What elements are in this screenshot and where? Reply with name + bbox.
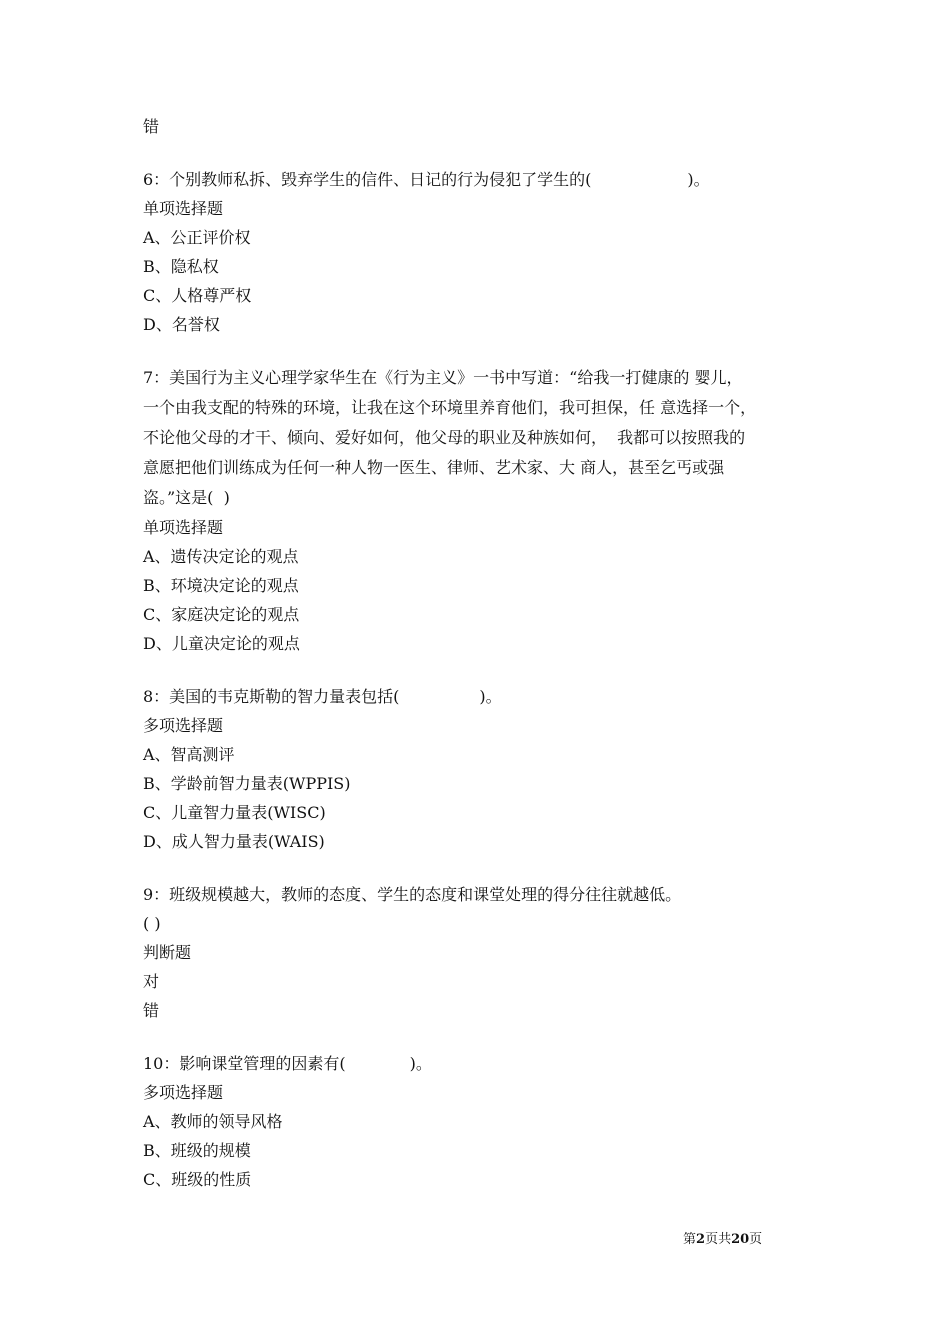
option-b[interactable]: B、学龄前智力量表(WPPIS) — [143, 774, 351, 793]
question-type: 多项选择题 — [143, 1083, 224, 1102]
option-d[interactable]: D、成人智力量表(WAIS) — [143, 832, 325, 851]
document-page — [143, 112, 823, 1194]
option-a[interactable]: A、遗传决定论的观点 — [143, 547, 299, 566]
previous-answer-wrong: 错 — [143, 117, 160, 136]
footer-prefix: 第 — [683, 1232, 697, 1247]
option-b[interactable]: B、环境决定论的观点 — [143, 576, 299, 595]
question-title: 10：影响课堂管理的因素有( )。 — [143, 1054, 432, 1073]
question-title-line-1: 7：美国行为主义心理学家华生在《行为主义》一书中写道：“给我一打健康的 婴儿， — [143, 368, 743, 387]
question-type: 单项选择题 — [143, 199, 224, 218]
question-8 — [143, 682, 823, 856]
question-type: 多项选择题 — [143, 716, 224, 735]
question-7 — [143, 363, 823, 658]
question-title-line-3: 不论他父母的才干、倾向、爱好如何，他父母的职业及种族如何， 我都可以按照我的 — [143, 428, 746, 447]
question-9 — [143, 880, 823, 1025]
question-10 — [143, 1049, 823, 1194]
question-6 — [143, 165, 823, 339]
footer-total-pages: 20 — [731, 1232, 750, 1247]
option-a[interactable]: A、智高测评 — [143, 745, 235, 764]
footer-suffix: 页 — [749, 1232, 763, 1247]
question-title: 6：个别教师私拆、毁弃学生的信件、日记的行为侵犯了学生的( )。 — [143, 170, 710, 189]
option-c[interactable]: C、儿童智力量表(WISC) — [143, 803, 326, 822]
option-a[interactable]: A、教师的领导风格 — [143, 1112, 283, 1131]
question-title-line-4: 意愿把他们训练成为任何一种人物一医生、律师、艺术家、大 商人，甚至乞丐或强 — [143, 458, 725, 477]
option-d[interactable]: D、名誉权 — [143, 315, 220, 334]
option-true[interactable]: 对 — [143, 972, 160, 991]
footer-page-number: 2 — [696, 1232, 706, 1247]
option-c[interactable]: C、人格尊严权 — [143, 286, 252, 305]
question-title: 8：美国的韦克斯勒的智力量表包括( )。 — [143, 687, 502, 706]
option-false[interactable]: 错 — [143, 1001, 160, 1020]
option-d[interactable]: D、儿童决定论的观点 — [143, 634, 300, 653]
question-title-line-5: 盗。”这是( ) — [143, 488, 230, 507]
option-b[interactable]: B、班级的规模 — [143, 1141, 251, 1160]
question-type: 判断题 — [143, 943, 192, 962]
question-title: 9：班级规模越大，教师的态度、学生的态度和课堂处理的得分往往就越低。 — [143, 885, 682, 904]
option-c[interactable]: C、家庭决定论的观点 — [143, 605, 300, 624]
question-answer-blank: ( ) — [143, 914, 161, 933]
footer-middle: 页共 — [705, 1232, 732, 1247]
option-c[interactable]: C、班级的性质 — [143, 1170, 252, 1189]
option-b[interactable]: B、隐私权 — [143, 257, 219, 276]
page-footer — [683, 1228, 762, 1247]
question-type: 单项选择题 — [143, 518, 224, 537]
question-title-line-2: 一个由我支配的特殊的环境，让我在这个环境里养育他们，我可担保，任 意选择一个， — [143, 398, 757, 417]
option-a[interactable]: A、公正评价权 — [143, 228, 251, 247]
